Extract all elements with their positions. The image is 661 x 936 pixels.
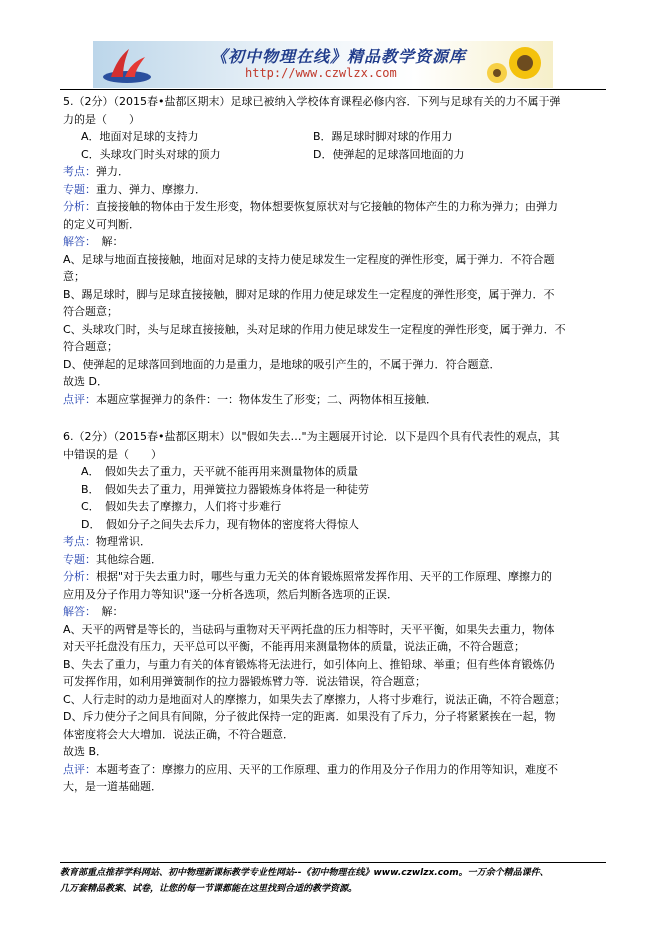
q6-answer-line: D、斥力使分子之间具有间隙，分子彼此保持一定的距离．如果没有了斥力，分子将紧紧挨在一起，物 (63, 710, 556, 723)
q6-fenxi: 分析：根据"对于失去重力时，哪些与重力无关的体育锻炼照常发挥作用、天平的工作原理、摩擦力的 (63, 570, 553, 583)
sunflower-image (477, 43, 547, 87)
q6-answer-line: 对天平托盘没有压力，天平总可以平衡，不能再用来测量物体的质量，说法正确，不符合题意； (63, 640, 525, 653)
question-6 (63, 428, 609, 796)
q5-answer-line: A、足球与地面直接接触，地面对足球的支持力使足球发生一定程度的弹性形变，属于弹力．不符合题 (63, 252, 555, 266)
main-content (63, 93, 609, 796)
q5-answer-line: 意； (63, 270, 85, 283)
header-banner (93, 41, 553, 88)
banner-title: 《初中物理在线》精品教学资源库 (211, 47, 467, 66)
footer-line: 几万套精品教案、试卷，让您的每一节课都能在这里找到合适的教学资源。 (60, 884, 358, 894)
site-logo (101, 47, 153, 85)
q5-stem-line: 力的是（ ） (63, 112, 140, 126)
q5-jieda: 解答： 解： (63, 235, 124, 248)
banner-url[interactable]: http://www.czwlzx.com (245, 66, 397, 80)
q6-answer-line: C、人行走时的动力是地面对人的摩擦力，如果失去了摩擦力，人将寸步难行，说法正确，不符合题意； (63, 692, 566, 706)
q6-answer-line: 体密度将会大大增加．说法正确，不符合题意． (63, 727, 294, 741)
q6-dianping: 点评：本题考查了：摩擦力的应用、天平的工作原理、重力的作用及分子作用力的作用等知识，难度不 (63, 762, 558, 776)
q5-answer-line: B、踢足球时，脚与足球直接接触，脚对足球的作用力使足球发生一定程度的弹性形变，属于弹力．不 (63, 287, 555, 301)
q5-answer-line: 符合题意； (63, 305, 118, 318)
q5-option-d: D．使弹起的足球落回地面的力 (313, 147, 465, 161)
q6-zhuanti: 专题：其他综合题． (63, 552, 162, 566)
footer-line: 教育部重点推荐学科网站、初中物理新课标教学专业性网站--《初中物理在线》www.czwlzx.com。一万余个精品课件、 (60, 868, 549, 878)
header-rule (60, 89, 606, 90)
q6-option-c: C． 假如失去了摩擦力，人们将寸步难行 (81, 500, 282, 513)
q6-option-d: D． 假如分子之间失去斥力，现有物体的密度将大得惊人 (81, 517, 359, 531)
q5-stem-line: 5.（2分）（2015春•盐都区期末）足球已被纳入学校体育课程必修内容．下列与足球有关的力不属于弹 (63, 95, 561, 108)
q6-stem-line: 6.（2分）（2015春•盐都区期末）以"假如失去…"为主题展开讨论．以下是四个具有代表性的观点，其 (63, 430, 560, 443)
q6-answer-line: A、天平的两臂是等长的，当砝码与重物对天平两托盘的压力相等时，天平平衡，如果失去重力，物体 (63, 622, 555, 636)
q5-kaodian: 考点：弹力． (63, 165, 129, 178)
q6-answer-line: B、失去了重力，与重力有关的体育锻炼将无法进行，如引体向上、推铅球、举重；但有些体育锻炼仍 (63, 657, 555, 671)
q5-answer-line: D、使弹起的足球落回到地面的力是重力，是地球的吸引产生的，不属于弹力．符合题意． (63, 357, 501, 371)
q5-dianping: 点评：本题应掌握弹力的条件：一：物体发生了形变；二、两物体相互接触． (63, 392, 437, 406)
q5-option-b: B．踢足球时脚对球的作用力 (313, 130, 453, 143)
q5-fenxi: 分析：直接接触的物体由于发生形变，物体想要恢复原状对与它接触的物体产生的力称为弹力；由弹力 (63, 200, 558, 213)
q5-fenxi-cont: 的定义可判断． (63, 217, 140, 231)
footer (60, 865, 606, 897)
footer-rule (60, 862, 606, 863)
q6-dianping-cont: 大，是一道基础题． (63, 780, 162, 793)
q5-options-row (63, 146, 609, 164)
q5-answer-line: 符合题意； (63, 340, 118, 353)
q6-stem-line: 中错误的是（ ） (63, 447, 162, 461)
q6-answer-line: 可发挥作用，如利用弹簧制作的拉力器锻炼臂力等．说法错误，符合题意； (63, 675, 426, 688)
q6-choice: 故选 B． (63, 745, 108, 758)
q5-option-c: C．头球攻门时头对球的顶力 (81, 147, 221, 161)
q5-options-row (63, 128, 609, 146)
q6-fenxi-cont: 应用及分子作用力等知识"逐一分析各选项，然后判断各选项的正误． (63, 587, 399, 601)
q6-jieda: 解答： 解： (63, 605, 124, 618)
q5-option-a: A．地面对足球的支持力 (81, 130, 199, 143)
q6-option-b: B． 假如失去了重力，用弹簧拉力器锻炼身体将是一种徒劳 (81, 482, 370, 496)
q6-kaodian: 考点：物理常识． (63, 535, 151, 548)
q5-answer-line: C、头球攻门时，头与足球直接接触，头对足球的作用力使足球发生一定程度的弹性形变，属于弹力．不 (63, 322, 566, 336)
q5-zhuanti: 专题：重力、弹力、摩擦力． (63, 182, 206, 196)
q5-choice: 故选 D． (63, 375, 108, 388)
question-5 (63, 93, 609, 408)
q6-option-a: A． 假如失去了重力，天平就不能再用来测量物体的质量 (81, 465, 359, 478)
